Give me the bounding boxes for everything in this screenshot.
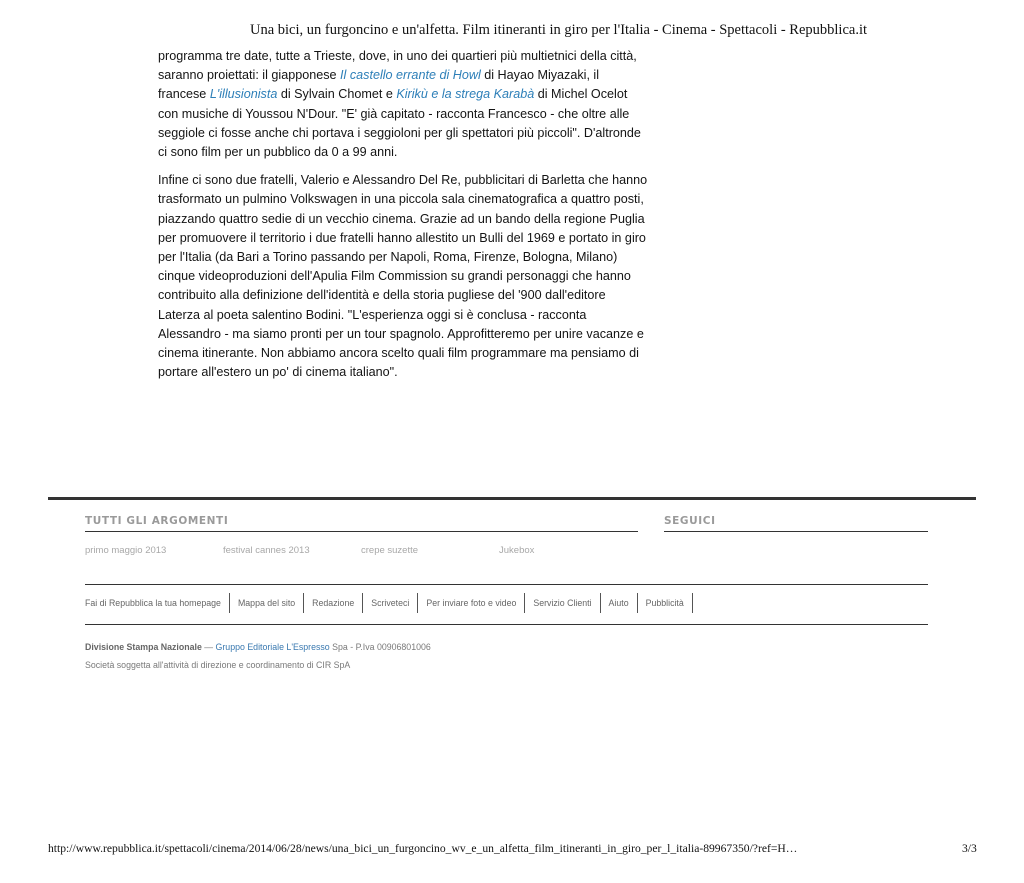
group-link[interactable]: Gruppo Editoriale L'Espresso [215,642,330,652]
footer-link-send-photos[interactable]: Per inviare foto e video [418,593,525,613]
footer-link-homepage[interactable]: Fai di Repubblica la tua homepage [85,593,230,613]
division-name: Divisione Stampa Nazionale [85,642,202,652]
paragraph-text: di Hayao Miyazaki, il francese [158,68,600,102]
footer-link-customer-service[interactable]: Servizio Clienti [525,593,600,613]
footer-link-advertising[interactable]: Pubblicità [638,593,693,613]
topic-link[interactable]: festival cannes 2013 [223,545,310,556]
article-paragraph-2: Infine ci sono due fratelli, Valerio e Alessandro Del Re, pubblicitari di Barletta che hanno trasformato un pulmino Volkswagen in una piccola sala cinematografica a quattro posti, piazzando quattro sedie di un vecchio cinema. Grazie ad un bando della regione Puglia per promuovere il territorio i due fratelli hanno allestito un Bulli del 1969 e portato in giro per l'Italia (da Bari a Torino passando per Napoli, Roma, Firenze, Bologna, Milano) cinque videoproduzioni dell'Apulia Film Commission su grandi personaggi che hanno contribuito alla definizione dell'identità e della storia pugliese del '900 dall'editore Laterza al poeta salentino Bodini. "L'esperienza oggi si è conclusa - racconta Alessandro - ma siamo pronti per un tour spagnolo. Approfitteremo per unire vacanze e cinema itinerante. Non abbiamo ancora scelto quali film programmare ma pensiamo di portare all'estero un po' di cinema italiano". [158,173,648,380]
page-number: 3/3 [962,842,977,855]
footer-link-sitemap[interactable]: Mappa del sito [230,593,304,613]
print-header-title: Una bici, un furgoncino e un'alfetta. Film itineranti in giro per l'Italia - Cinema - Spettacoli - Repubblica.it [250,22,868,38]
footer-link-help[interactable]: Aiuto [601,593,638,613]
footer-links [85,592,693,614]
topic-link[interactable]: primo maggio 2013 [85,545,167,556]
follow-underline [664,531,928,532]
cir-notice: Società soggetta all'attività di direzione e coordinamento di CIR SpA [85,660,351,670]
print-footer-url: http://www.repubblica.it/spettacoli/cinema/2014/06/28/news/una_bici_un_furgoncino_wv_e_un_alfetta_film_itineranti_in_giro_per_l_italia-89967350/?ref=H… [48,842,798,855]
footer-link-redazione[interactable]: Redazione [304,593,363,613]
film-link-kiriku[interactable]: Kirikù e la strega Karabà [396,87,535,102]
vat-number: Spa - P.Iva 00906801006 [329,642,431,652]
paragraph-text: programma tre date, tutte a Trieste, dove, in uno dei quartieri più multietnici della città, saranno proiettati: il giapponese [158,49,637,83]
topics-section-title: TUTTI GLI ARGOMENTI [85,515,229,527]
topics-list [85,545,645,561]
footer-top-rule [48,497,976,500]
topic-link[interactable]: Jukebox [499,545,535,556]
film-link-illusionista[interactable]: L'illusionista [209,87,278,102]
legal-separator: — [201,642,216,652]
footer-link-scriveteci[interactable]: Scriveteci [363,593,418,613]
paragraph-text: di Michel Ocelot con musiche di Youssou N'Dour. "E' già capitato - racconta Francesco - che oltre alle seggiole ci fosse anche chi portava i seggioloni per gli spettatori più piccoli". D'altronde ci sono film per un pubblico da 0 a 99 anni. [158,87,641,160]
footer-divider [85,624,928,625]
article-body [158,47,648,391]
film-link-howl[interactable]: Il castello errante di Howl [340,68,481,83]
paragraph-text: di Sylvain Chomet e [277,87,397,102]
topic-link[interactable]: crepe suzette [361,545,419,556]
article-paragraph-1 [158,47,648,162]
topics-underline [85,531,638,532]
footer-divider [85,584,928,585]
legal-line [85,642,431,652]
follow-section-title: SEGUICI [664,515,716,527]
